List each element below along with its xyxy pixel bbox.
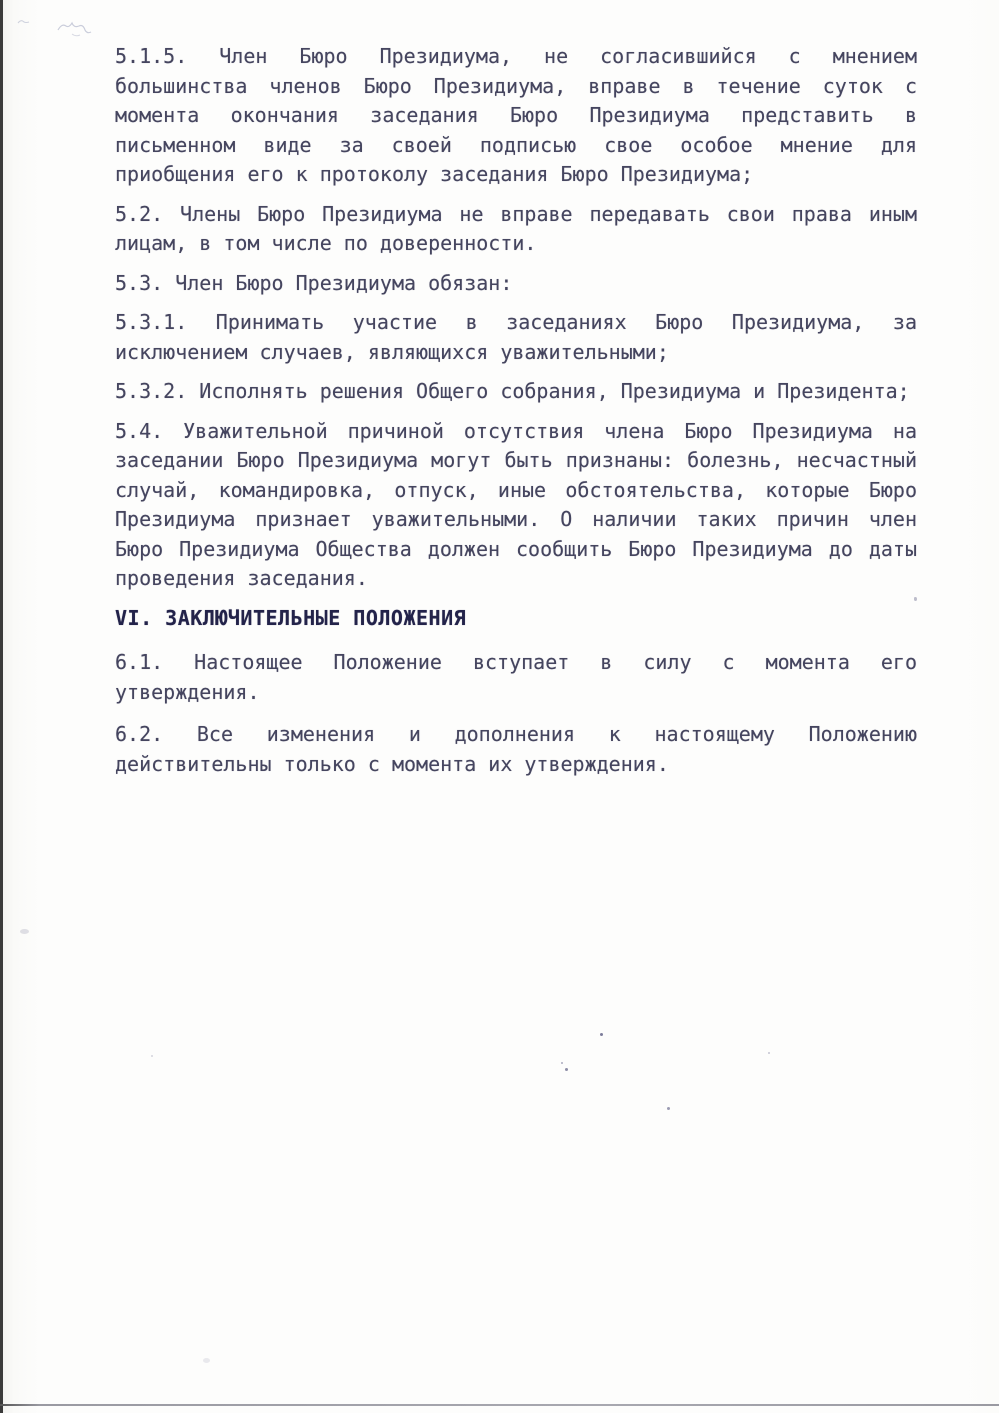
scan-speckle — [768, 1052, 770, 1054]
scan-edge-bottom — [0, 1404, 999, 1406]
scan-smudge — [20, 929, 29, 934]
scan-smudge — [203, 1358, 210, 1363]
document-content — [115, 42, 917, 789]
scan-speckle — [600, 1033, 603, 1036]
clause-5-1-5: 5.1.5. Член Бюро Президиума, не согласившийся с мнением большинства членов Бюро Президиума, вправе в течение суток с момента окончания заседания Бюро Президиума представить в письменном виде за своей подписью свое особое мнение для приобщения его к протоколу заседания Бюро Президиума; — [115, 44, 917, 186]
clause-5-2: 5.2. Члены Бюро Президиума не вправе передавать свои права иным лицам, в том числе по доверенности. — [115, 201, 917, 255]
clause-5-3-1: 5.3.1. Принимать участие в заседаниях Бюро Президиума, за исключением случаев, являющихся уважительными; — [115, 310, 917, 364]
scan-edge-left — [0, 0, 3, 1413]
section-heading-vi: VI. ЗАКЛЮЧИТЕЛЬНЫЕ ПОЛОЖЕНИЯ — [115, 605, 467, 630]
scan-speckle — [561, 1062, 563, 1064]
scan-speckle — [667, 1107, 670, 1110]
clause-5-3-2: 5.3.2. Исполнять решения Общего собрания, Президиума и Президента; — [115, 379, 910, 403]
scan-speckle — [151, 1055, 153, 1057]
clause-6-2: 6.2. Все изменения и дополнения к настоящему Положению действительны только с момента их утверждения. — [115, 722, 917, 776]
pencil-scribble — [14, 14, 104, 42]
clause-6-1: 6.1. Настоящее Положение вступает в силу с момента его утверждения. — [115, 650, 917, 704]
clause-5-4: 5.4. Уважительной причиной отсутствия члена Бюро Президиума на заседании Бюро Президиума могут быть признаны: болезнь, несчастный случай, командировка, отпуск, иные обстоятельства, которые Бюро Президиума признает уважительными. О наличии таких причин член Бюро Президиума Общества должен сообщить Бюро Президиума до даты проведения заседания. — [115, 418, 917, 590]
clause-5-3: 5.3. Член Бюро Президиума обязан: — [115, 270, 513, 295]
scan-speckle — [565, 1068, 568, 1071]
pencil-scribble-strokes — [14, 14, 104, 42]
scan-speckle — [914, 597, 917, 601]
